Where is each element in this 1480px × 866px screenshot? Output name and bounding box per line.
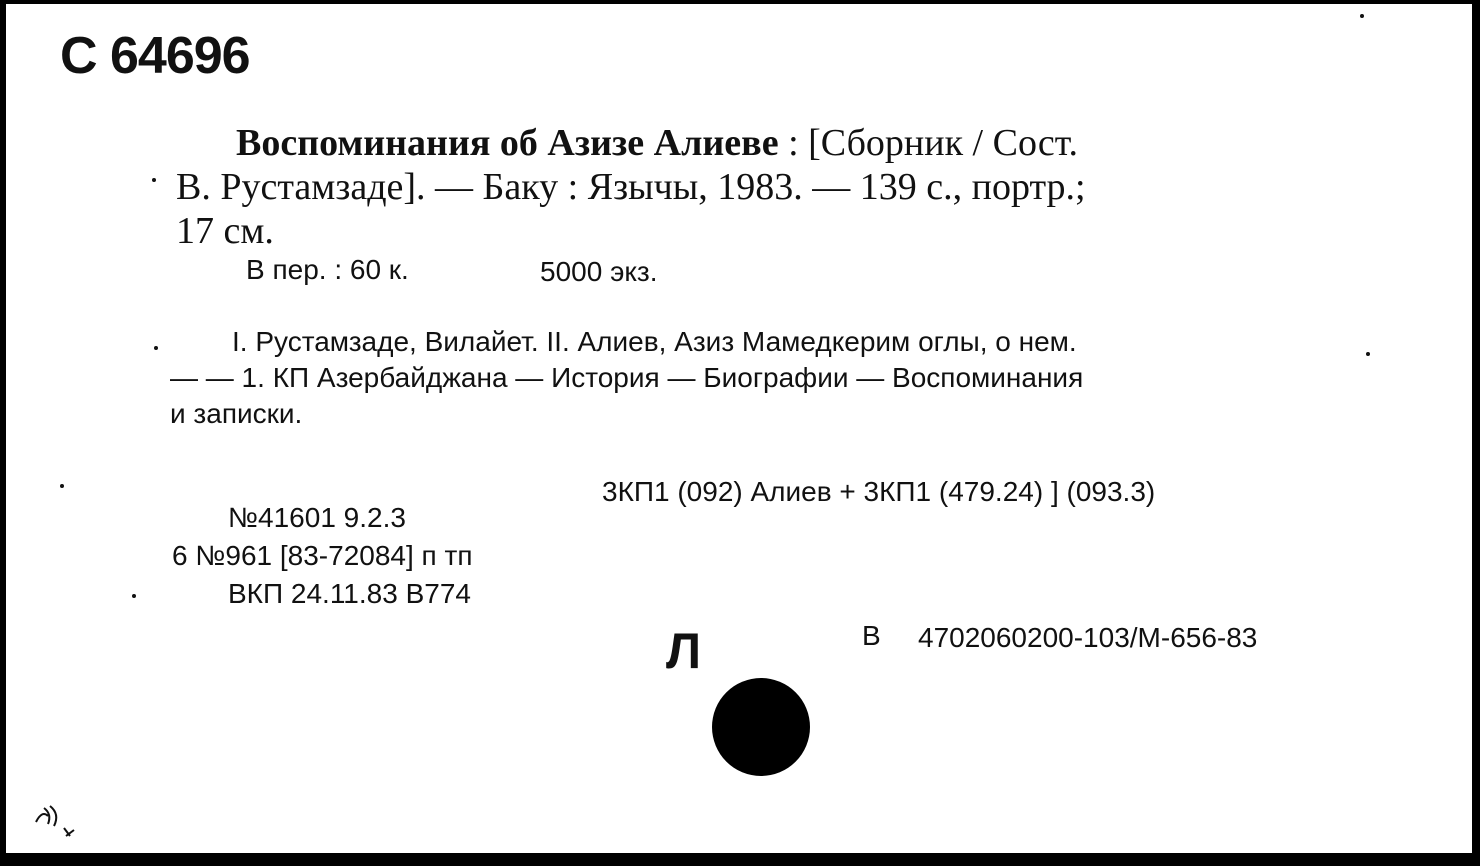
classification-index: 3КП1 (092) Алиев + 3КП1 (479.24) ] (093.3) xyxy=(602,476,1156,507)
speck-mark xyxy=(1366,352,1370,356)
shelfmark: С 64696 xyxy=(60,27,250,85)
handwritten-mark xyxy=(30,800,86,840)
code-prefix: В xyxy=(862,620,881,651)
speck-mark xyxy=(1360,14,1364,18)
tracings-line-1: I. Рустамзаде, Вилайет. II. Алиев, Азиз Мамедкерим оглы, о нем. xyxy=(232,326,1077,357)
literature-letter: Л xyxy=(666,623,702,679)
speck-mark xyxy=(132,594,136,598)
title-line xyxy=(236,124,1078,162)
bottom-edge xyxy=(6,853,1472,856)
copies-text: 5000 экз. xyxy=(540,256,658,287)
order-line: 6 №961 [83-72084] п тп xyxy=(172,540,473,571)
book-title: Воспоминания об Азизе Алиеве xyxy=(236,122,779,164)
speck-mark xyxy=(152,178,156,182)
catalog-card xyxy=(6,4,1472,856)
tracings-line-3: и записки. xyxy=(170,398,303,429)
record-number: №41601 9.2.3 xyxy=(228,502,406,533)
dimensions-line: 17 см. xyxy=(176,210,274,252)
speck-mark xyxy=(154,346,158,350)
punch-hole xyxy=(712,678,810,776)
vkp-line: ВКП 24.11.83 В774 xyxy=(228,578,471,609)
title-responsibility: : [Сборник / Сост. xyxy=(778,122,1079,164)
tracings-line-2: — — 1. КП Азербайджана — История — Биографии — Воспоминания xyxy=(170,362,1084,393)
speck-mark xyxy=(60,484,64,488)
publication-line: В. Рустамзаде]. — Баку : Язычы, 1983. — 139 с., портр.; xyxy=(176,166,1086,208)
price-text: В пер. : 60 к. xyxy=(246,254,409,285)
publisher-code: 4702060200-103/М-656-83 xyxy=(918,622,1258,653)
